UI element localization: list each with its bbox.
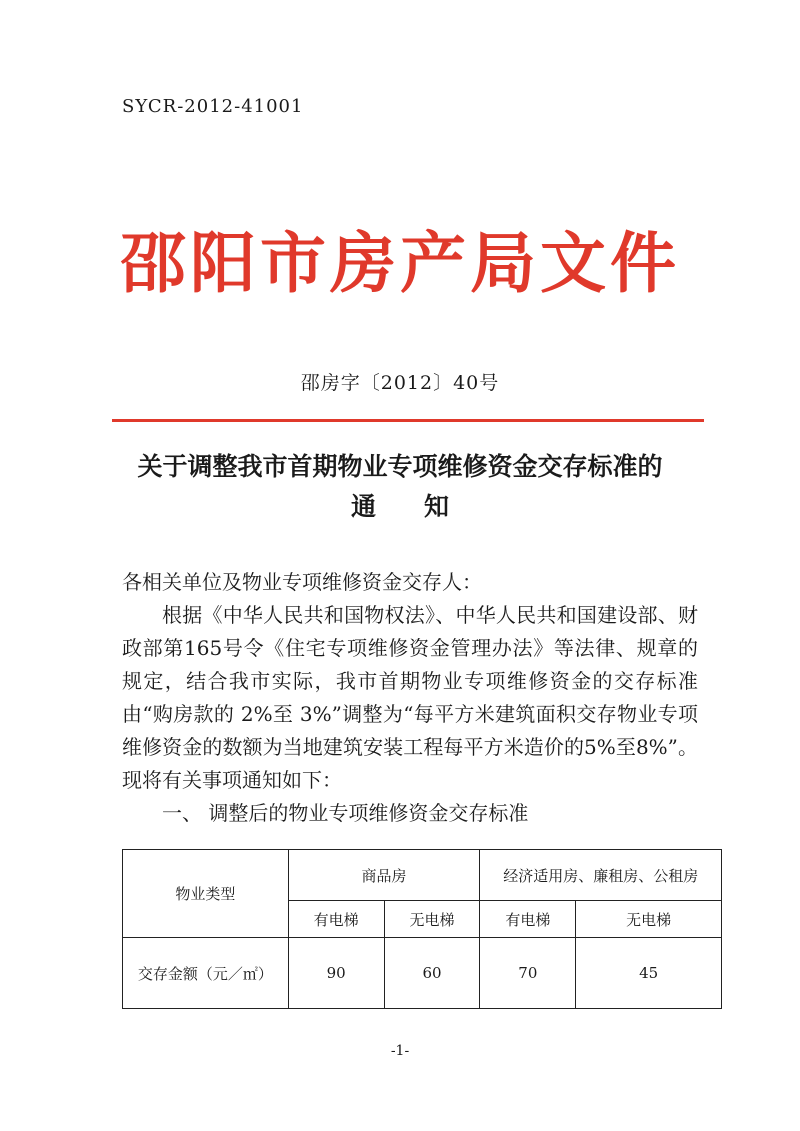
header-property-type: 物业类型 bbox=[123, 850, 289, 938]
header-affordable-with-elevator: 有电梯 bbox=[480, 901, 576, 938]
header-commercial-without-elevator: 无电梯 bbox=[384, 901, 480, 938]
page-number: -1- bbox=[390, 1043, 410, 1059]
notice-title-line1: 关于调整我市首期物业专项维修资金交存标准的 bbox=[137, 452, 663, 481]
notice-body bbox=[122, 566, 698, 830]
cell-affordable-without-elevator: 45 bbox=[576, 938, 722, 1009]
document-code: SYCR-2012-41001 bbox=[122, 96, 304, 117]
cell-affordable-with-elevator: 70 bbox=[480, 938, 576, 1009]
header-commercial-with-elevator: 有电梯 bbox=[288, 901, 384, 938]
fee-standard-table bbox=[122, 849, 722, 1009]
section-heading: 一、 调整后的物业专项维修资金交存标准 bbox=[162, 801, 529, 825]
document-number: 邵房字〔2012〕40号 bbox=[300, 372, 500, 394]
body-paragraph: 根据《中华人民共和国物权法》、中华人民共和国建设部、财政部第165号令《住宅专项维修资金管理办法》等法律、规章的规定，结合我市实际，我市首期物业专项维修资金的交存标准由“购房款的 2%至 3%”调整为“每平方米建筑面积交存物业专项维修资金的数额为当地建筑安装工程每平方米造价的5%至8%”。现将有关事项通知如下： bbox=[122, 603, 698, 792]
header-affordable-housing: 经济适用房、廉租房、公租房 bbox=[480, 850, 722, 901]
row-label-amount: 交存金额（元／㎡） bbox=[123, 938, 289, 1009]
cell-commercial-with-elevator: 90 bbox=[288, 938, 384, 1009]
header-affordable-without-elevator: 无电梯 bbox=[576, 901, 722, 938]
salutation: 各相关单位及物业专项维修资金交存人： bbox=[122, 570, 482, 594]
issuing-authority-header: 邵阳市房产局文件 bbox=[120, 225, 680, 302]
notice-title-line2: 通知 bbox=[350, 492, 497, 521]
red-divider-line bbox=[112, 419, 704, 422]
header-commercial-housing: 商品房 bbox=[288, 850, 480, 901]
notice-title bbox=[0, 447, 800, 527]
cell-commercial-without-elevator: 60 bbox=[384, 938, 480, 1009]
